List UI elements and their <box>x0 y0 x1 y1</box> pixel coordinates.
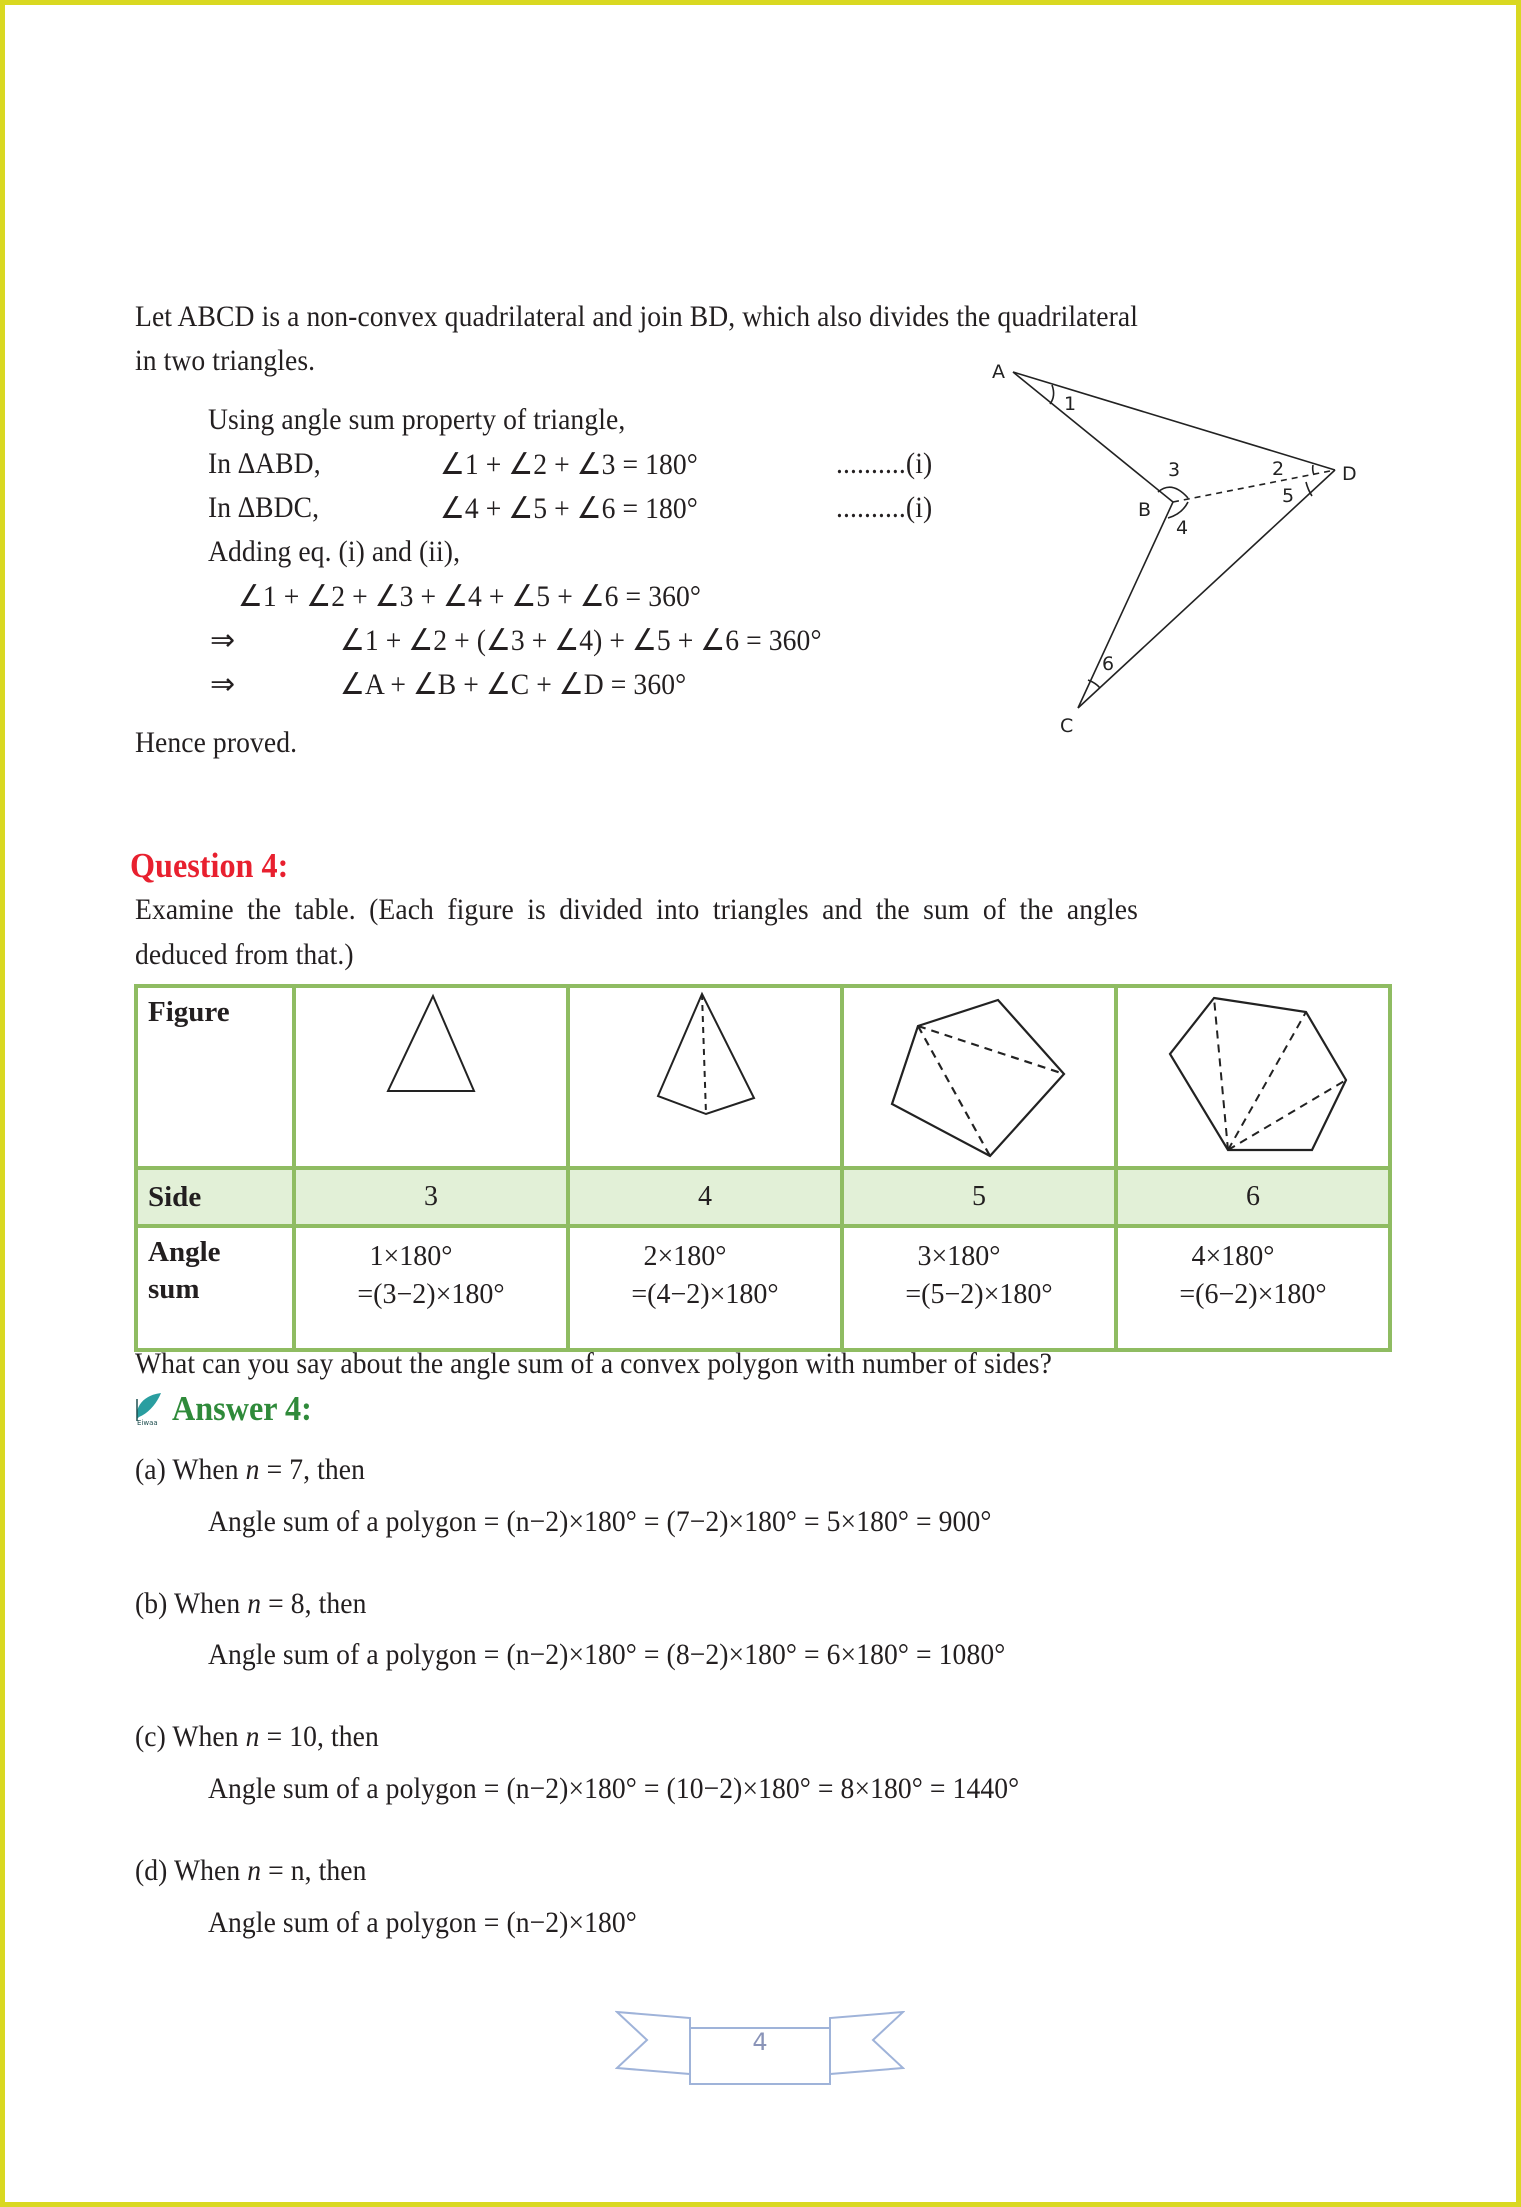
proof-adding <box>208 535 482 569</box>
part-condition: = 10, then <box>259 1720 379 1753</box>
vertex-label-a: A <box>992 361 1005 383</box>
proof-using <box>208 403 662 437</box>
result-prefix: Angle sum of a polygon = <box>208 1772 507 1805</box>
implies-icon <box>210 623 235 658</box>
intro-line-1-text: Let ABCD is a non-convex quadrilateral and join BD, which also divides the quadrilateral <box>135 300 1138 333</box>
result-prefix: Angle sum of a polygon = <box>208 1505 507 1538</box>
angle-sum-line-1: 3×180° <box>917 1241 1001 1272</box>
result-prefix: Angle sum of a polygon = <box>208 1906 507 1939</box>
proof-eq1-label <box>208 447 331 481</box>
hexagon-figure <box>1118 988 1388 1158</box>
row-label-sum: sum <box>148 1273 200 1305</box>
table-row-angle-sum <box>136 1226 1390 1350</box>
question-title-text: Question 4: <box>130 846 289 885</box>
figure-cell-triangle <box>294 986 568 1168</box>
intro-line-2 <box>135 344 331 378</box>
part-label: (a) When <box>135 1453 246 1486</box>
question-text-line-2 <box>135 938 373 972</box>
vertex-label-d: D <box>1342 463 1357 485</box>
triangle-figure <box>296 988 566 1158</box>
question-text-line-1 <box>135 893 1225 927</box>
angle-sum-cell <box>294 1226 568 1350</box>
part-condition: = n, then <box>261 1854 367 1887</box>
answer-title <box>172 1389 324 1429</box>
row-label-angle-sum <box>136 1226 294 1350</box>
proof-eq1-label-text: In ∆ABD, <box>208 447 321 480</box>
proof-implies-1 <box>340 623 863 658</box>
row-label-angle: Angle <box>148 1236 221 1268</box>
answer-icon-label: Eiwaa <box>137 1419 158 1427</box>
answer-part-b-result <box>208 1638 1075 1672</box>
question-followup <box>135 1347 1132 1381</box>
proof-eq1-text: ∠1 + ∠2 + ∠3 = 180° <box>440 448 698 481</box>
question-followup-text: What can you say about the angle sum of a convex polygon with number of sides? <box>135 1347 1052 1380</box>
proof-implies-2 <box>340 667 716 702</box>
answer-part-a-condition <box>135 1453 385 1487</box>
angle-label-4: 4 <box>1176 517 1189 539</box>
answer-part-c-condition <box>135 1720 400 1754</box>
angle-sum-line-1: 4×180° <box>1191 1241 1275 1272</box>
vertex-label-c: C <box>1060 715 1074 737</box>
angle-label-6: 6 <box>1102 653 1115 675</box>
angle-sum-cell <box>568 1226 842 1350</box>
side-cell: 6 <box>1116 1168 1390 1226</box>
angle-sum-cell <box>1116 1226 1390 1350</box>
proof-eq1-ref <box>836 447 941 481</box>
angle-sum-cell <box>842 1226 1116 1350</box>
proof-eq1 <box>440 447 720 482</box>
part-condition: = 8, then <box>261 1587 367 1620</box>
part-variable: n <box>247 1587 262 1620</box>
part-condition: = 7, then <box>259 1453 365 1486</box>
proof-eq2-label <box>208 491 329 525</box>
result-expression: (n−2)×180° = (10−2)×180° = 8×180° = 1440° <box>506 1772 1020 1805</box>
table-row-figure <box>136 986 1390 1168</box>
row-label-figure: Figure <box>136 986 294 1168</box>
intro-line-2-text: in two triangles. <box>135 344 316 377</box>
question-text-line-1-text: Examine the table. (Each figure is divided into triangles and the sum of the angles <box>135 893 1138 926</box>
answer-title-text: Answer 4: <box>172 1389 312 1428</box>
implies-symbol-1: ⇒ <box>210 624 236 657</box>
row-label-side: Side <box>136 1168 294 1226</box>
implies-symbol-2: ⇒ <box>210 668 236 701</box>
proof-eq2-ref-text: ..........(i) <box>836 491 933 524</box>
answer-part-a-result <box>208 1505 1060 1539</box>
proof-conclusion <box>135 726 311 760</box>
figure-cell-pentagon <box>842 986 1116 1168</box>
proof-eq1-ref-text: ..........(i) <box>836 447 933 480</box>
part-label: (b) When <box>135 1587 248 1620</box>
quadrilateral-diagram <box>960 340 1380 760</box>
proof-eq2 <box>440 491 720 526</box>
side-cell: 3 <box>294 1168 568 1226</box>
proof-sum-all <box>238 579 741 614</box>
side-cell: 5 <box>842 1168 1116 1226</box>
proof-implies-1-text: ∠1 + ∠2 + (∠3 + ∠4) + ∠5 + ∠6 = 360° <box>340 624 822 657</box>
angle-sum-line-2: =(6−2)×180° <box>1179 1279 1327 1310</box>
angle-label-5: 5 <box>1282 485 1295 507</box>
part-label: (d) When <box>135 1854 248 1887</box>
proof-adding-text: Adding eq. (i) and (ii), <box>208 535 461 568</box>
figure-cell-hexagon <box>1116 986 1390 1168</box>
vertex-label-b: B <box>1138 499 1152 521</box>
proof-using-text: Using angle sum property of triangle, <box>208 403 626 436</box>
polygon-angle-table <box>134 984 1392 1352</box>
intro-line-1 <box>135 300 1225 334</box>
angle-label-2: 2 <box>1272 458 1285 480</box>
answer-part-b-condition <box>135 1587 387 1621</box>
part-variable: n <box>245 1720 260 1753</box>
part-variable: n <box>245 1453 260 1486</box>
proof-eq2-label-text: In ∆BDC, <box>208 491 320 524</box>
table-row-side <box>136 1168 1390 1226</box>
answer-part-d-condition <box>135 1854 387 1888</box>
result-prefix: Angle sum of a polygon = <box>208 1638 507 1671</box>
side-cell: 4 <box>568 1168 842 1226</box>
angle-sum-line-1: 2×180° <box>643 1241 727 1272</box>
proof-conclusion-text: Hence proved. <box>135 726 298 759</box>
quadrilateral-figure <box>570 988 840 1158</box>
result-expression: (n−2)×180° = (8−2)×180° = 6×180° = 1080° <box>506 1638 1006 1671</box>
part-label: (c) When <box>135 1720 246 1753</box>
question-title <box>130 846 302 886</box>
angle-sum-line-2: =(3−2)×180° <box>357 1279 505 1310</box>
answer-part-c-result <box>208 1772 1090 1806</box>
result-expression: (n−2)×180° <box>506 1906 637 1939</box>
page-number: 4 <box>752 2028 768 2056</box>
answer-leaf-icon <box>131 1391 167 1427</box>
proof-eq2-ref <box>836 491 941 525</box>
part-variable: n <box>247 1854 262 1887</box>
pentagon-figure <box>844 988 1114 1158</box>
angle-sum-line-1: 1×180° <box>369 1241 453 1272</box>
proof-implies-2-text: ∠A + ∠B + ∠C + ∠D = 360° <box>340 668 687 701</box>
figure-cell-quadrilateral <box>568 986 842 1168</box>
angle-sum-line-2: =(5−2)×180° <box>905 1279 1053 1310</box>
proof-sum-all-text: ∠1 + ∠2 + ∠3 + ∠4 + ∠5 + ∠6 = 360° <box>238 580 702 613</box>
angle-label-1: 1 <box>1064 393 1077 415</box>
answer-part-d-result <box>208 1906 674 1940</box>
question-text-line-2-text: deduced from that.) <box>135 938 354 971</box>
proof-eq2-text: ∠4 + ∠5 + ∠6 = 180° <box>440 492 698 525</box>
angle-sum-line-2: =(4−2)×180° <box>631 1279 779 1310</box>
angle-label-3: 3 <box>1168 459 1181 481</box>
implies-icon <box>210 667 235 702</box>
result-expression: (n−2)×180° = (7−2)×180° = 5×180° = 900° <box>506 1505 992 1538</box>
